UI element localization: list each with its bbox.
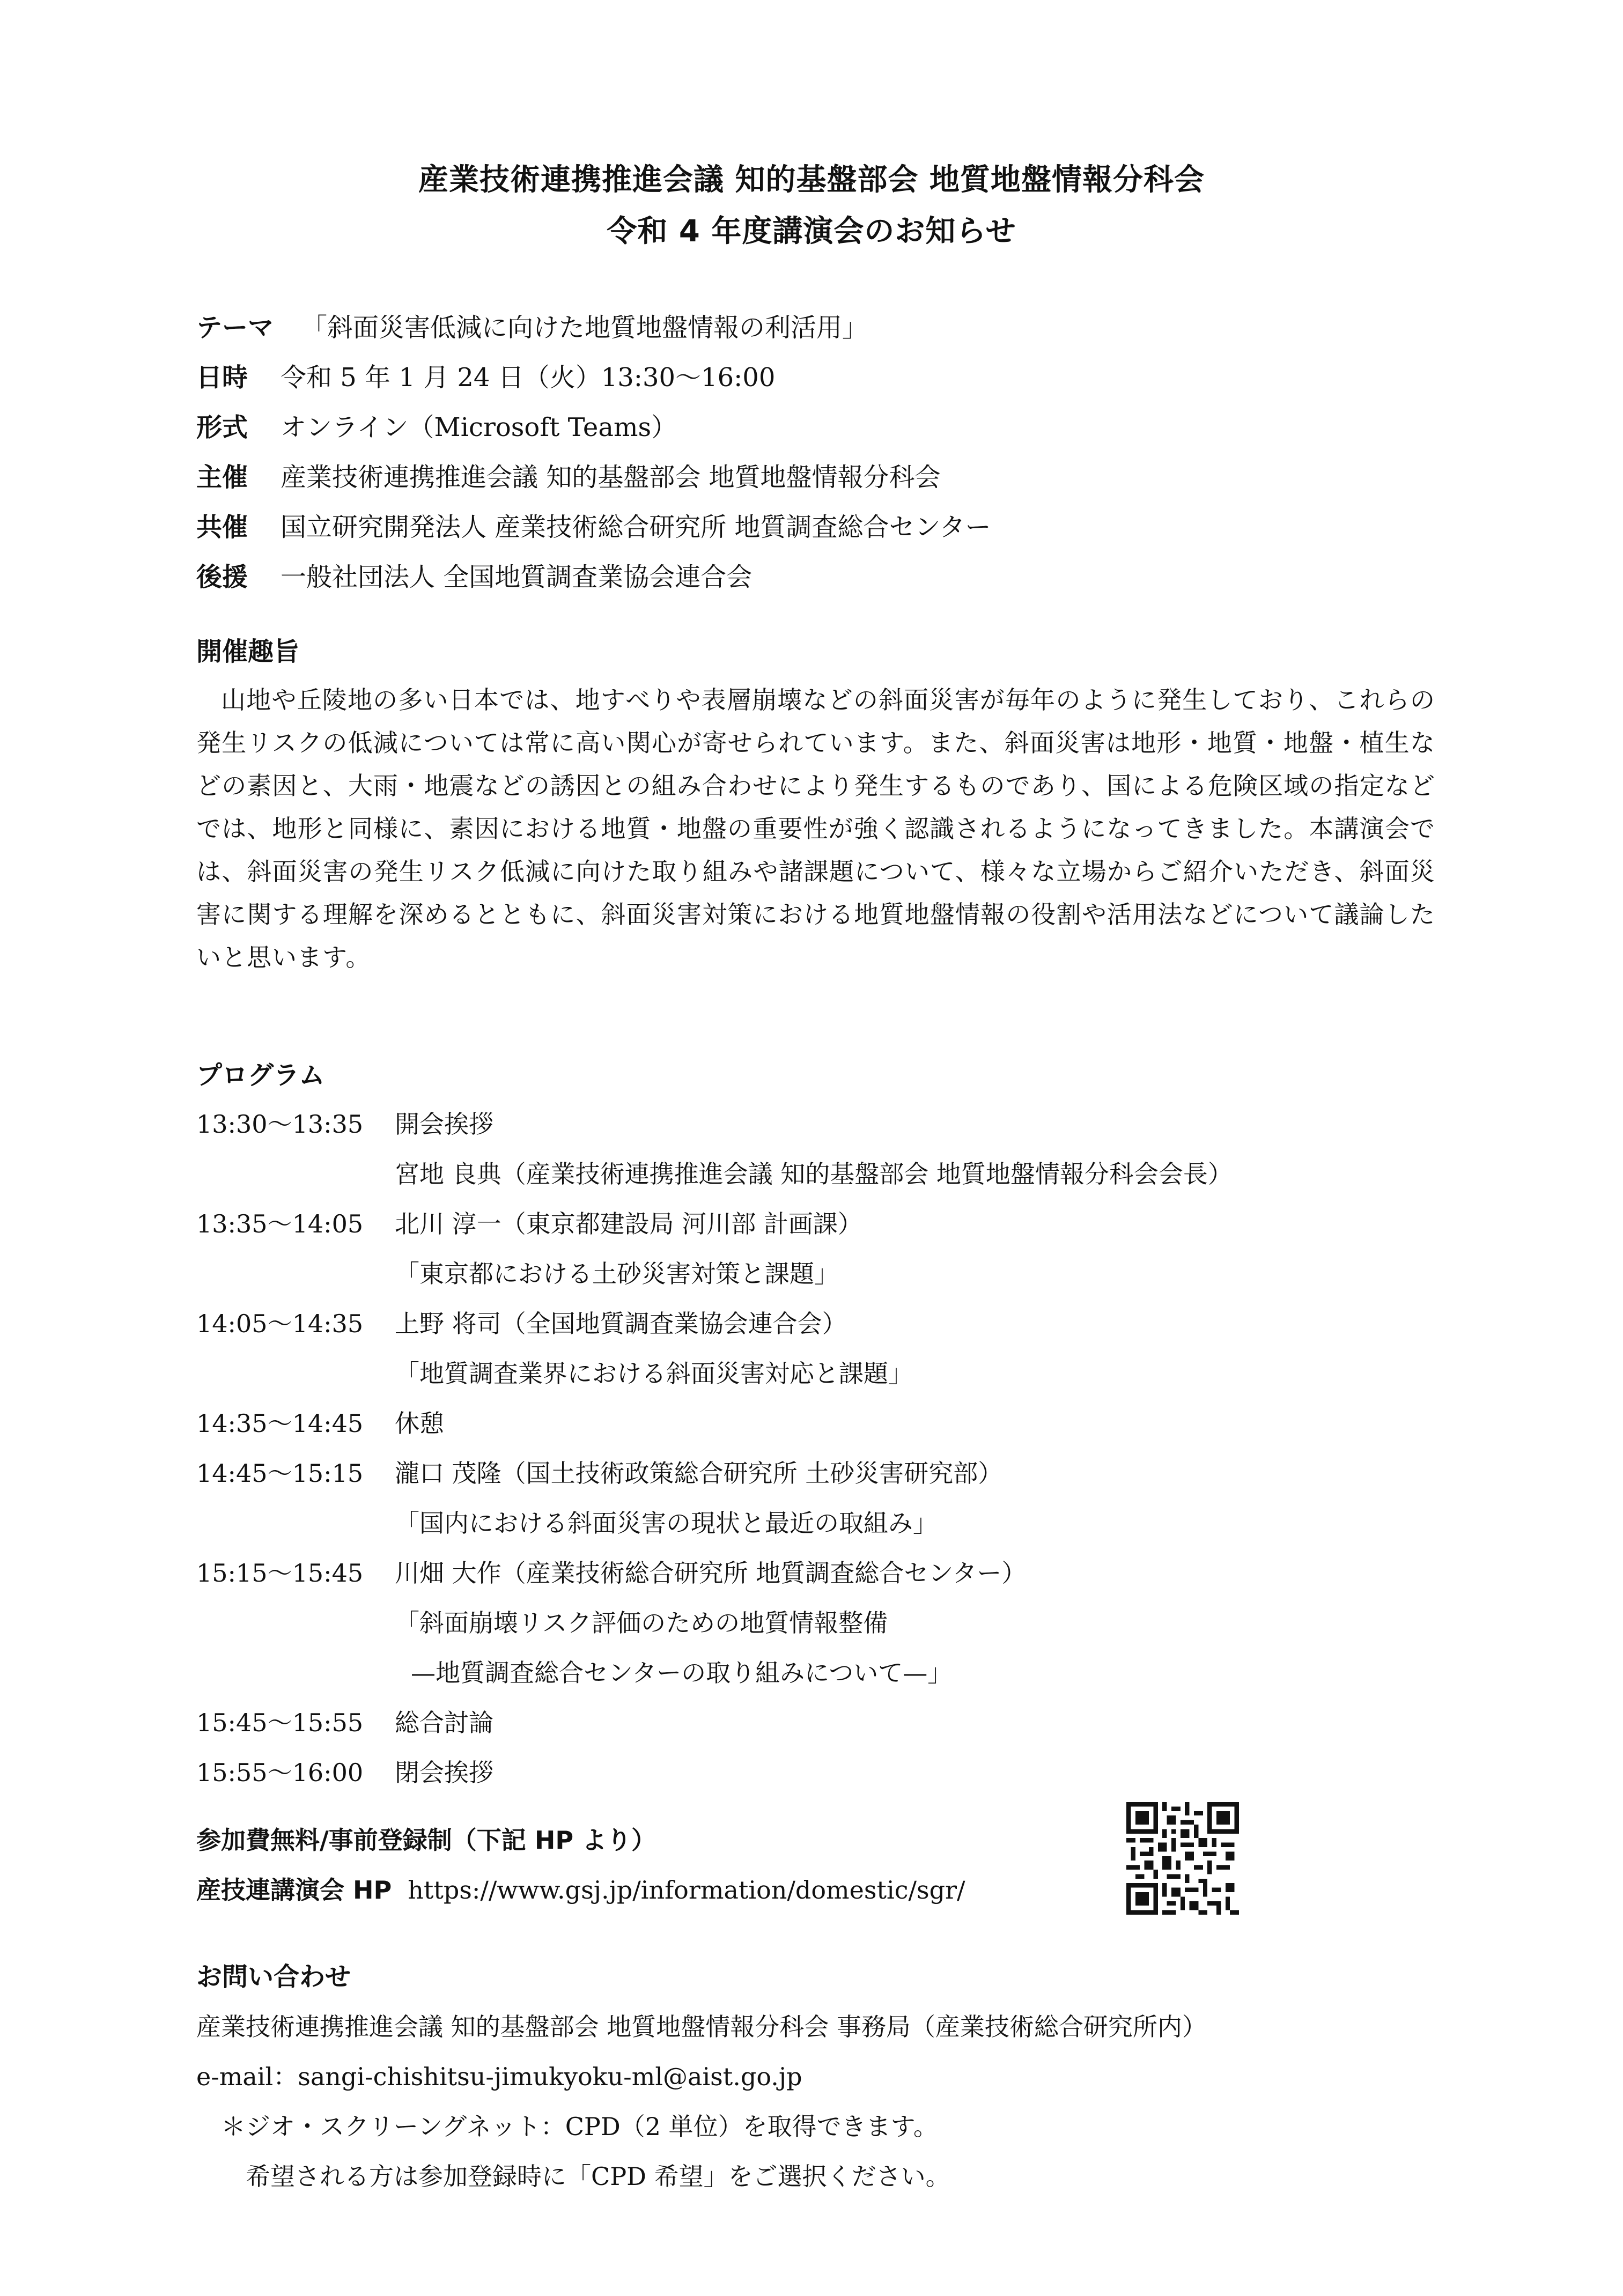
hp-label: 産技連講演会 HP — [196, 1876, 392, 1904]
program-time: 14:35～14:45 — [196, 1409, 364, 1438]
format-value: オンライン（Microsoft Teams） — [281, 412, 677, 442]
theme-value: 「斜面災害低減に向けた地質地盤情報の利活用」 — [301, 313, 868, 343]
theme-label: テーマ — [196, 313, 274, 343]
contact-heading: お問い合わせ — [196, 1962, 351, 1992]
cpd-note-2-text: 希望される方は参加登録時に「CPD 希望」をご選択ください。 — [246, 2162, 950, 2191]
title-block — [0, 154, 1623, 257]
support-value: 一般社団法人 全国地質調査業協会連合会 — [281, 562, 753, 592]
title-line-1: 産業技術連携推進会議 知的基盤部会 地質地盤情報分科会 — [418, 163, 1205, 197]
cpd-note-2 — [196, 2152, 1484, 2202]
format-label: 形式 — [196, 412, 248, 442]
program-row — [196, 1449, 1484, 1498]
program-text: 開会挨拶 — [395, 1110, 493, 1139]
coorganizer-label: 共催 — [196, 512, 248, 542]
program-row — [196, 1149, 1484, 1199]
program-row — [196, 1349, 1484, 1399]
program-text: 上野 将司（全国地質調査業協会連合会） — [395, 1309, 847, 1338]
program-row — [196, 1548, 1484, 1598]
info-row-support — [196, 552, 1430, 602]
info-row-date — [196, 353, 1430, 403]
program-time: 13:35～14:05 — [196, 1209, 364, 1238]
program-time: 13:30～13:35 — [196, 1110, 364, 1139]
purpose-body: 山地や丘陵地の多い日本では、地すべりや表層崩壊などの斜面災害が毎年のように発生しており、これらの発生リスクの低減については常に高い関心が寄せられています。また、斜面災害は地形・地質・地盤・植生などの素因と、大雨・地震などの誘因との組み合わせにより発生するものであり、国による危険区域の指定などでは、地形と同様に、素因における地質・地盤の重要性が強く認識されるようになってきました。本講演会では、斜面災害の発生リスク低減に向けた取り組みや諸課題について、様々な立場からご紹介いただき、斜面災害に関する理解を深めるとともに、斜面災害対策における地質地盤情報の役割や活用法などについて議論したいと思います。 — [196, 685, 1435, 972]
date-value: 令和 5 年 1 月 24 日（火）13:30～16:00 — [281, 363, 776, 393]
program-row — [196, 1698, 1484, 1748]
program-row — [196, 1748, 1484, 1798]
date-label: 日時 — [196, 363, 248, 393]
program-text: 「国内における斜面災害の現状と最近の取組み」 — [395, 1509, 938, 1538]
title-line-2: 令和 4 年度講演会のお知らせ — [607, 214, 1016, 249]
program-time: 14:45～15:15 — [196, 1459, 364, 1488]
program-text: 総合討論 — [395, 1708, 493, 1737]
program-row — [196, 1249, 1484, 1299]
program-text: 川畑 大作（産業技術総合研究所 地質調査総合センター） — [395, 1559, 1027, 1588]
program-time: 14:05～14:35 — [196, 1309, 364, 1338]
registration-fee: 参加費無料/事前登録制（下記 HP より） — [196, 1826, 656, 1855]
program-row — [196, 1299, 1484, 1349]
program-text: 北川 淳一（東京都建設局 河川部 計画課） — [395, 1209, 862, 1238]
program-row — [196, 1199, 1484, 1249]
qr-code-icon[interactable] — [1126, 1802, 1239, 1915]
program-text: 瀧口 茂隆（国土技術政策総合研究所 土砂災害研究部） — [395, 1459, 1003, 1488]
program-time: 15:15～15:45 — [196, 1559, 364, 1588]
registration-hp-line — [196, 1865, 1108, 1915]
contact-email[interactable]: e-mail：sangi-chishitsu-jimukyoku-ml@aist.go.jp — [196, 2062, 802, 2091]
program-row — [196, 1648, 1484, 1698]
contact-block — [196, 1952, 1484, 2202]
program-row — [196, 1399, 1484, 1449]
purpose-heading: 開催趣旨 — [196, 637, 300, 667]
program-row — [196, 1598, 1484, 1648]
info-row-theme — [196, 303, 1430, 353]
info-row-organizer — [196, 453, 1430, 503]
program-text: 休憩 — [395, 1409, 444, 1438]
program-text: 「斜面崩壊リスク評価のための地質情報整備 — [395, 1608, 888, 1637]
program-text: 閉会挨拶 — [395, 1758, 493, 1787]
cpd-note-1-text: ＊ジオ・スクリーングネット：CPD（2 単位）を取得できます。 — [221, 2112, 938, 2141]
program-row — [196, 1099, 1484, 1149]
contact-office: 産業技術連携推進会議 知的基盤部会 地質地盤情報分科会 事務局（産業技術総合研究所内） — [196, 2012, 1207, 2041]
program-text: 宮地 良典（産業技術連携推進会議 知的基盤部会 地質地盤情報分科会会長） — [395, 1160, 1233, 1188]
event-info — [196, 303, 1430, 602]
organizer-value: 産業技術連携推進会議 知的基盤部会 地質地盤情報分科会 — [281, 462, 941, 492]
registration-url-link[interactable]: https://www.gsj.jp/information/domestic/sgr/ — [408, 1876, 965, 1904]
cpd-note-1 — [196, 2102, 1484, 2152]
program-heading: プログラム — [196, 1060, 325, 1090]
coorganizer-value: 国立研究開発法人 産業技術総合研究所 地質調査総合センター — [281, 512, 991, 542]
organizer-label: 主催 — [196, 462, 248, 492]
program-time: 15:55～16:00 — [196, 1758, 364, 1787]
program-row — [196, 1498, 1484, 1548]
info-row-coorganizer — [196, 503, 1430, 552]
program-time: 15:45～15:55 — [196, 1708, 364, 1737]
program-text: 「東京都における土砂災害対策と課題」 — [395, 1259, 839, 1288]
support-label: 後援 — [196, 562, 248, 592]
registration-block — [196, 1815, 1108, 1915]
program-list — [196, 1099, 1484, 1798]
program-text: 「地質調査業界における斜面災害対応と課題」 — [395, 1359, 913, 1388]
info-row-format — [196, 403, 1430, 453]
program-text: —地質調査総合センターの取り組みについて—」 — [411, 1658, 953, 1687]
